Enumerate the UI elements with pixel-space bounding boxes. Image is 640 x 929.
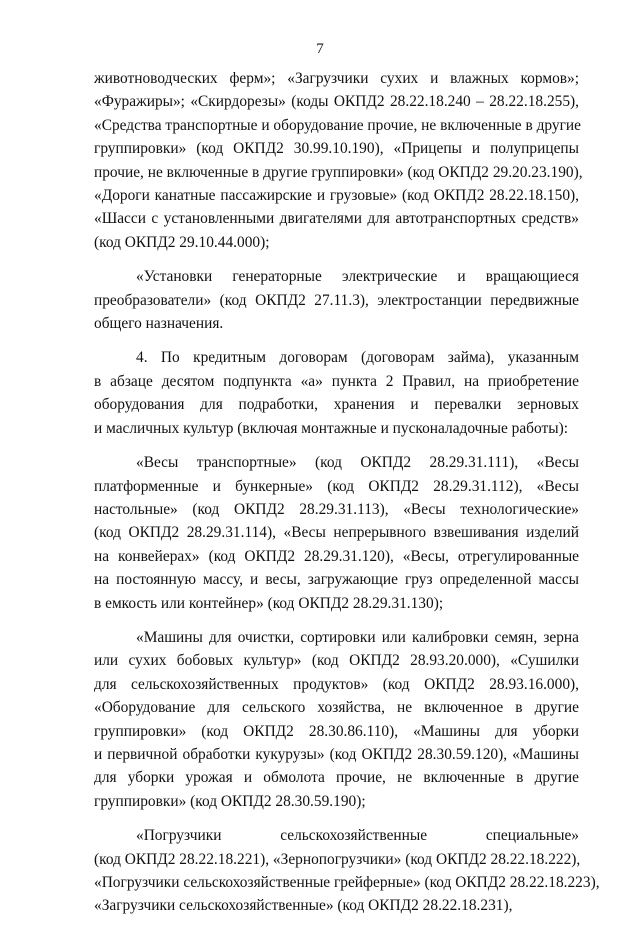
text-line: «Установки генераторные электрические и вращающиеся xyxy=(136,268,579,286)
text-line: «Средства транспортные и оборудование прочие, не включенные в другие xyxy=(94,116,581,134)
text-line: в абзаце десятом подпункта «а» пункта 2 Правил, на приобретение xyxy=(94,372,579,390)
text-line: оборудования для подработки, хранения и перевалки зерновых xyxy=(94,396,579,414)
text-line: на конвейерах» (код ОКПД2 28.29.31.120), «Весы, отрегулированные xyxy=(94,547,579,565)
paragraph xyxy=(94,346,579,440)
text-line: преобразователи» (код ОКПД2 27.11.3), электростанции передвижные xyxy=(94,291,579,309)
text-line: животноводческих ферм»; «Загрузчики сухих и влажных кормов»; xyxy=(94,70,579,87)
text-line: (код ОКПД2 28.22.18.221), «Зернопогрузчики» (код ОКПД2 28.22.18.222), xyxy=(94,850,581,868)
paragraph xyxy=(94,626,579,813)
paragraph xyxy=(94,265,579,335)
text-line: «Машины для очистки, сортировки или калибровки семян, зерна xyxy=(136,628,579,646)
text-line: «Дороги канатные пассажирские и грузовые» (код ОКПД2 28.22.18.150), xyxy=(94,187,579,205)
text-line: для сельскохозяйственных продуктов» (код ОКПД2 28.93.16.000), xyxy=(94,675,579,693)
paragraph xyxy=(94,824,600,918)
text-line: «Оборудование для сельского хозяйства, не включенное в другие xyxy=(94,699,579,717)
text-line: для уборки урожая и обмолота прочие, не включенные в другие xyxy=(94,769,579,787)
document-body xyxy=(94,67,600,929)
paragraph xyxy=(94,67,583,254)
text-line: или сухих бобовых культур» (код ОКПД2 28.93.20.000), «Сушилки xyxy=(94,652,579,670)
text-line: группировки» (код ОКПД2 28.30.86.110), «Машины для уборки xyxy=(94,722,579,740)
text-line: (код ОКПД2 28.29.31.114), «Весы непрерывного взвешивания изделий xyxy=(94,524,579,542)
text-line: в емкость или контейнер» (код ОКПД2 28.29.31.130); xyxy=(94,594,444,612)
text-line: «Погрузчики сельскохозяйственные грейферные» (код ОКПД2 28.22.18.223), xyxy=(94,874,600,891)
text-line: «Фуражиры»; «Скирдорезы» (коды ОКПД2 28.22.18.240 – 28.22.18.255), xyxy=(94,93,579,111)
text-line: «Погрузчики сельскохозяйственные специальные» xyxy=(136,827,579,845)
text-line: группировки» (код ОКПД2 30.99.10.190), «Прицепы и полуприцепы xyxy=(94,140,579,158)
text-line: платформенные и бункерные» (код ОКПД2 28.29.31.112), «Весы xyxy=(94,477,579,495)
text-line: (код ОКПД2 29.10.44.000); xyxy=(94,233,270,251)
text-line: группировки» (код ОКПД2 28.30.59.190); xyxy=(94,792,366,810)
text-line: общего назначения. xyxy=(94,315,224,333)
text-line: прочие, не включенные в другие группировки» (код ОКПД2 29.20.23.190), xyxy=(94,163,583,181)
text-line: «Весы транспортные» (код ОКПД2 28.29.31.111), «Весы xyxy=(136,454,579,472)
text-line: настольные» (код ОКПД2 28.29.31.113), «Весы технологические» xyxy=(94,500,579,518)
text-line: и первичной обработки кукурузы» (код ОКПД2 28.30.59.120), «Машины xyxy=(94,745,579,763)
text-line: «Загрузчики сельскохозяйственные» (код ОКПД2 28.22.18.231), xyxy=(94,897,513,915)
page-number: 7 xyxy=(316,41,324,57)
text-line: на постоянную массу, и весы, загружающие груз определенной массы xyxy=(94,571,579,589)
text-line: 4. По кредитным договорам (договорам займа), указанным xyxy=(136,349,579,367)
paragraph xyxy=(94,451,579,615)
text-line: и масличных культур (включая монтажные и пусконаладочные работы): xyxy=(94,419,568,437)
text-line: «Шасси с установленными двигателями для автотранспортных средств» xyxy=(94,210,579,228)
